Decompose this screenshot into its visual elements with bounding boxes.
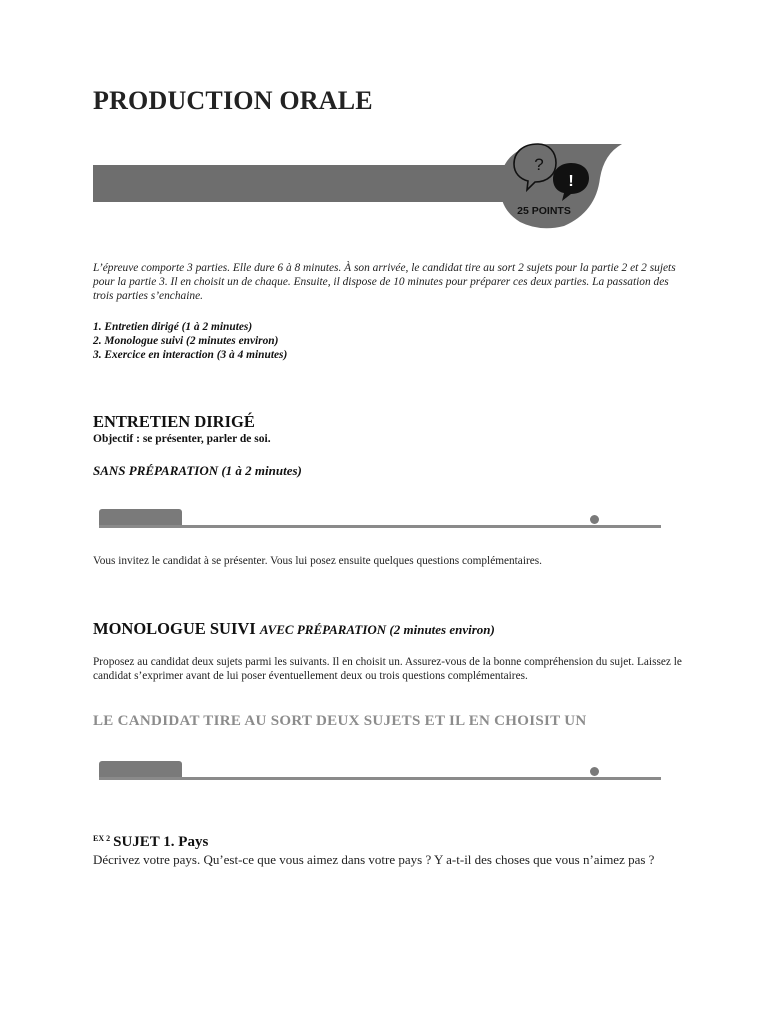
parts-list [93, 320, 683, 362]
divider-dot [590, 767, 599, 776]
part-item-3: 3. Exercice en interaction (3 à 4 minutes) [93, 349, 288, 361]
subject-text: Décrivez votre pays. Qu’est-ce que vous aimez dans votre pays ? Y a-t-il des choses que vous n’aimez pas ? [93, 852, 655, 867]
entretien-preparation: SANS PRÉPARATION (1 à 2 minutes) [93, 463, 302, 478]
draw-banner: LE CANDIDAT TIRE AU SORT DEUX SUJETS ET IL EN CHOISIT UN [93, 713, 587, 729]
points-label: 25 POINTS [517, 205, 571, 217]
monologue-heading-title: MONOLOGUE SUIVI [93, 619, 256, 638]
divider-dot [590, 515, 599, 524]
monologue-heading [93, 619, 495, 639]
entretien-heading: ENTRETIEN DIRIGÉ [93, 412, 255, 431]
monologue-preparation: AVEC PRÉPARATION (2 minutes environ) [259, 622, 495, 637]
exercise-label: EX 2 [93, 834, 111, 843]
monologue-instructions: Proposez au candidat deux sujets parmi les suivants. Il en choisit un. Assurez-vous de la bonne compréhension du sujet. Laissez le candidat s’exprimer avant de lui poser éventuellement deux ou trois questions complémentaires. [93, 656, 682, 682]
page-title: PRODUCTION ORALE [93, 86, 373, 115]
title-banner-bar [93, 165, 513, 202]
intro-paragraph: L’épreuve comporte 3 parties. Elle dure 6 à 8 minutes. À son arrivée, le candidat tire au sort 2 sujets pour la partie 2 et 2 sujets pour la partie 3. Il en choisit un de chaque. Ensuite, il dispose de 10 minutes pour préparer ces deux parties. La passation des trois parties s’enchaine. [93, 262, 676, 302]
divider-line [99, 525, 661, 528]
part-item-1: 1. Entretien dirigé (1 à 2 minutes) [93, 321, 253, 333]
subject-heading [93, 834, 208, 851]
points-badge [492, 140, 624, 232]
entretien-objective: Objectif : se présenter, parler de soi. [93, 433, 271, 445]
subject-title: SUJET 1. Pays [113, 834, 209, 850]
svg-text:?: ? [534, 155, 544, 174]
part-item-2: 2. Monologue suivi (2 minutes environ) [93, 335, 279, 347]
svg-text:!: ! [568, 173, 574, 190]
entretien-instructions: Vous invitez le candidat à se présenter. Vous lui posez ensuite quelques questions complémentaires. [93, 555, 542, 567]
divider-line [99, 777, 661, 780]
